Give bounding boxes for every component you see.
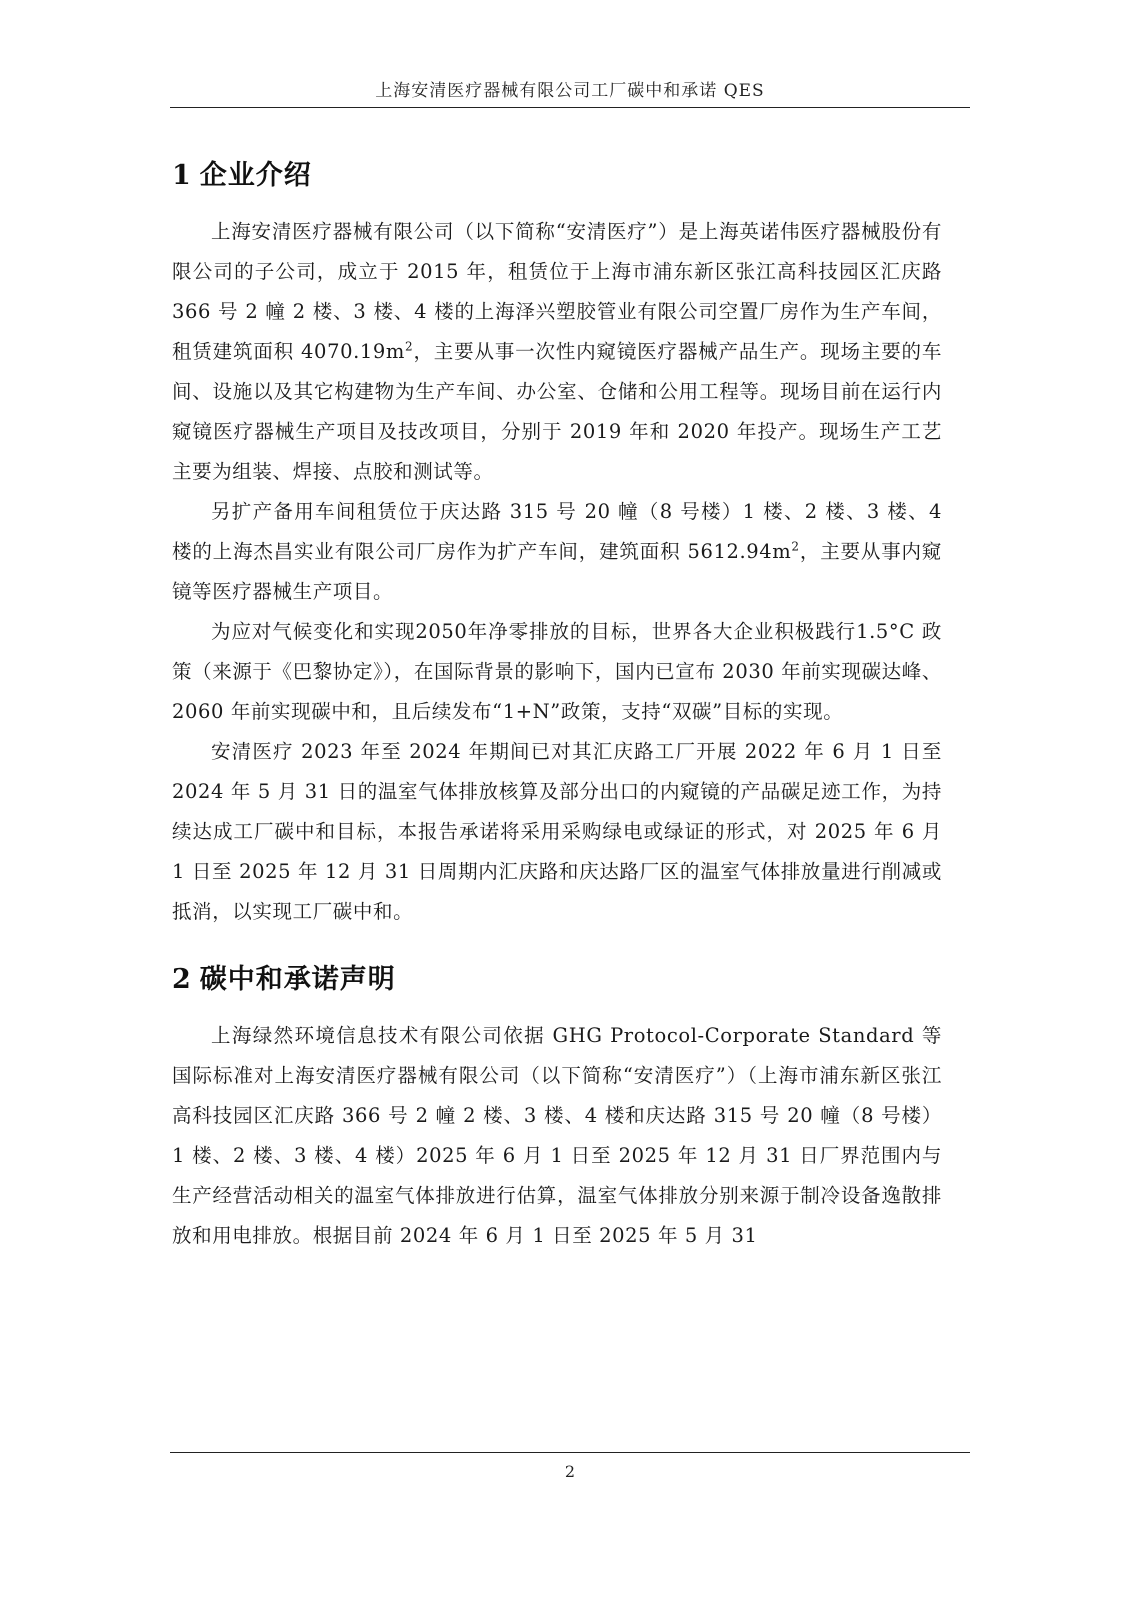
paragraph-text: 另扩产备用车间租赁位于庆达路 315 号 20 幢（8 号楼）1 楼、2 楼、3 楼、4 楼的上海杰昌实业有限公司厂房作为扩产车间，建筑面积 5612.94m [172, 500, 942, 563]
document-body [172, 150, 942, 1256]
paragraph [172, 612, 942, 732]
section-number: 1 [172, 160, 192, 191]
paragraph [172, 1016, 942, 1256]
footer-rule [170, 1452, 970, 1453]
paragraph [172, 212, 942, 492]
section-company-intro [172, 150, 942, 932]
section-title [172, 954, 942, 1006]
paragraph-text: 安清医疗 2023 年至 2024 年期间已对其汇庆路工厂开展 2022 年 6 月 1 日至 2024 年 5 月 31 日的温室气体排放核算及部分出口的内窥镜的产品碳足迹工作，为持续达成工厂碳中和目标，本报告承诺将采用采购绿电或绿证的形式，对 2025 年 6 月 1 日至 2025 年 12 月 31 日周期内汇庆路和庆达路厂区的温室气体排放量进行削减或抵消，以实现工厂碳中和。 [172, 740, 942, 923]
section-carbon-neutral-statement [172, 954, 942, 1256]
paragraph-text: ，主要从事一次性内窥镜医疗器械产品生产。现场主要的车间、设施以及其它构建物为生产车间、办公室、仓储和公用工程等。现场目前在运行内窥镜医疗器械生产项目及技改项目，分别于 2019 年和 2020 年投产。现场生产工艺主要为组装、焊接、点胶和测试等。 [172, 340, 942, 483]
paragraph-text: ，主要从事内窥镜等医疗器械生产项目。 [172, 540, 942, 603]
section-title-text: 碳中和承诺声明 [199, 964, 396, 995]
superscript: 2 [404, 339, 414, 354]
section-title [172, 150, 942, 202]
paragraph-text: 上海安清医疗器械有限公司（以下简称“安清医疗”）是上海英诺伟医疗器械股份有限公司的子公司，成立于 2015 年，租赁位于上海市浦东新区张江高科技园区汇庆路 366 号 2 幢 2 楼、3 楼、4 楼的上海泽兴塑胶管业有限公司空置厂房作为生产车间，租赁建筑面积 4070.19m [172, 220, 942, 363]
header-rule [170, 107, 970, 108]
page-number: 2 [564, 1462, 576, 1481]
paragraph-text: 为应对气候变化和实现2050年净零排放的目标，世界各大企业积极践行1.5°C 政策（来源于《巴黎协定》），在国际背景的影响下，国内已宣布 2030 年前实现碳达峰、2060 年前实现碳中和，且后续发布“1+N”政策，支持“双碳”目标的实现。 [172, 620, 942, 723]
superscript: 2 [791, 539, 800, 554]
section-title-text: 企业介绍 [199, 160, 312, 191]
section-number: 2 [172, 964, 192, 995]
paragraph [172, 492, 942, 612]
page-header: 上海安清医疗器械有限公司工厂碳中和承诺 QES [375, 81, 765, 101]
paragraph-text: 上海绿然环境信息技术有限公司依据 GHG Protocol-Corporate Standard 等国际标准对上海安清医疗器械有限公司（以下简称“安清医疗”）（上海市浦东新区张江高科技园区汇庆路 366 号 2 幢 2 楼、3 楼、4 楼和庆达路 315 号 20 幢（8 号楼）1 楼、2 楼、3 楼、4 楼）2025 年 6 月 1 日至 2025 年 12 月 31 日厂界范围内与生产经营活动相关的温室气体排放进行估算，温室气体排放分别来源于制冷设备逸散排放和用电排放。根据目前 2024 年 6 月 1 日至 2025 年 5 月 31 [172, 1024, 942, 1247]
paragraph [172, 732, 942, 932]
